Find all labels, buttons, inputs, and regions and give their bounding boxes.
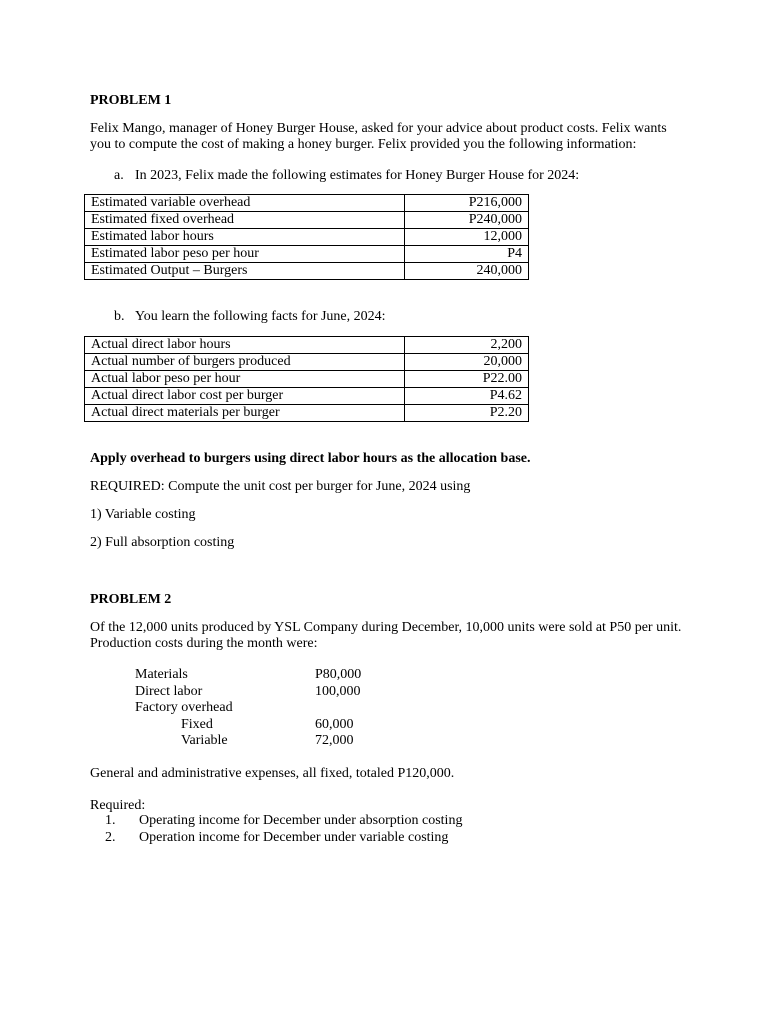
estimate-label: Estimated labor peso per hour: [85, 246, 405, 263]
cost-value: 72,000: [315, 733, 354, 748]
estimates-table: [84, 194, 529, 280]
cost-value: P80,000: [315, 667, 362, 682]
estimate-label: Estimated Output – Burgers: [85, 263, 405, 280]
actual-label: Actual direct labor hours: [85, 337, 405, 354]
table-row: [85, 263, 529, 280]
cost-label: Variable: [181, 733, 228, 748]
actual-value: P4.62: [405, 388, 529, 405]
actual-value: P22.00: [405, 371, 529, 388]
ga-expenses-note: General and administrative expenses, all fixed, totaled P120,000.: [90, 766, 455, 781]
required-item-1: 1) Variable costing: [90, 507, 196, 522]
required-statement: REQUIRED: Compute the unit cost per burger for June, 2024 using: [90, 479, 471, 494]
table-row: [85, 337, 529, 354]
estimate-value: 12,000: [405, 229, 529, 246]
table-row: [85, 405, 529, 422]
table-row: [85, 212, 529, 229]
part-a-marker: a.: [114, 168, 124, 183]
problem-2-heading: PROBLEM 2: [90, 592, 172, 607]
table-row: [85, 371, 529, 388]
list-text: Operation income for December under variable costing: [139, 829, 449, 845]
actual-label: Actual number of burgers produced: [85, 354, 405, 371]
required-label: Required:: [90, 798, 146, 813]
estimate-value: 240,000: [405, 263, 529, 280]
actual-value: P2.20: [405, 405, 529, 422]
estimate-value: P4: [405, 246, 529, 263]
table-row: [85, 354, 529, 371]
cost-label: Materials: [135, 667, 188, 682]
cost-value: 100,000: [315, 683, 361, 699]
estimate-label: Estimated labor hours: [85, 229, 405, 246]
cost-label: Factory overhead: [135, 700, 233, 715]
problem-1-heading: PROBLEM 1: [90, 93, 172, 108]
part-b-text: You learn the following facts for June, 2024:: [135, 309, 386, 324]
actual-value: 20,000: [405, 354, 529, 371]
allocation-instruction: Apply overhead to burgers using direct labor hours as the allocation base.: [90, 451, 531, 466]
problem-2-intro: Of the 12,000 units produced by YSL Company during December, 10,000 units were sold at P50 per unit. Production costs during the month were:: [90, 620, 682, 651]
estimate-value: P216,000: [405, 195, 529, 212]
part-a-text: In 2023, Felix made the following estimates for Honey Burger House for 2024:: [135, 168, 580, 183]
estimate-label: Estimated fixed overhead: [85, 212, 405, 229]
table-row: [85, 229, 529, 246]
problem-1-intro: Felix Mango, manager of Honey Burger House, asked for your advice about product costs. Felix wants you to compute the cost of making a honey burger. Felix provided you the following information:: [90, 121, 667, 152]
cost-value: 60,000: [315, 716, 354, 732]
actual-label: Actual direct labor cost per burger: [85, 388, 405, 405]
actuals-table: [84, 336, 529, 422]
cost-label: Fixed: [181, 716, 213, 732]
list-text: Operating income for December under absorption costing: [139, 813, 463, 828]
actual-label: Actual labor peso per hour: [85, 371, 405, 388]
estimate-label: Estimated variable overhead: [85, 195, 405, 212]
list-number: 2.: [105, 829, 116, 845]
required-item-2: 2) Full absorption costing: [90, 535, 235, 550]
table-row: [85, 195, 529, 212]
cost-label: Direct labor: [135, 683, 203, 699]
list-number: 1.: [105, 813, 116, 828]
estimate-value: P240,000: [405, 212, 529, 229]
actual-value: 2,200: [405, 337, 529, 354]
actual-label: Actual direct materials per burger: [85, 405, 405, 422]
table-row: [85, 246, 529, 263]
table-row: [85, 388, 529, 405]
part-b-marker: b.: [114, 309, 125, 324]
